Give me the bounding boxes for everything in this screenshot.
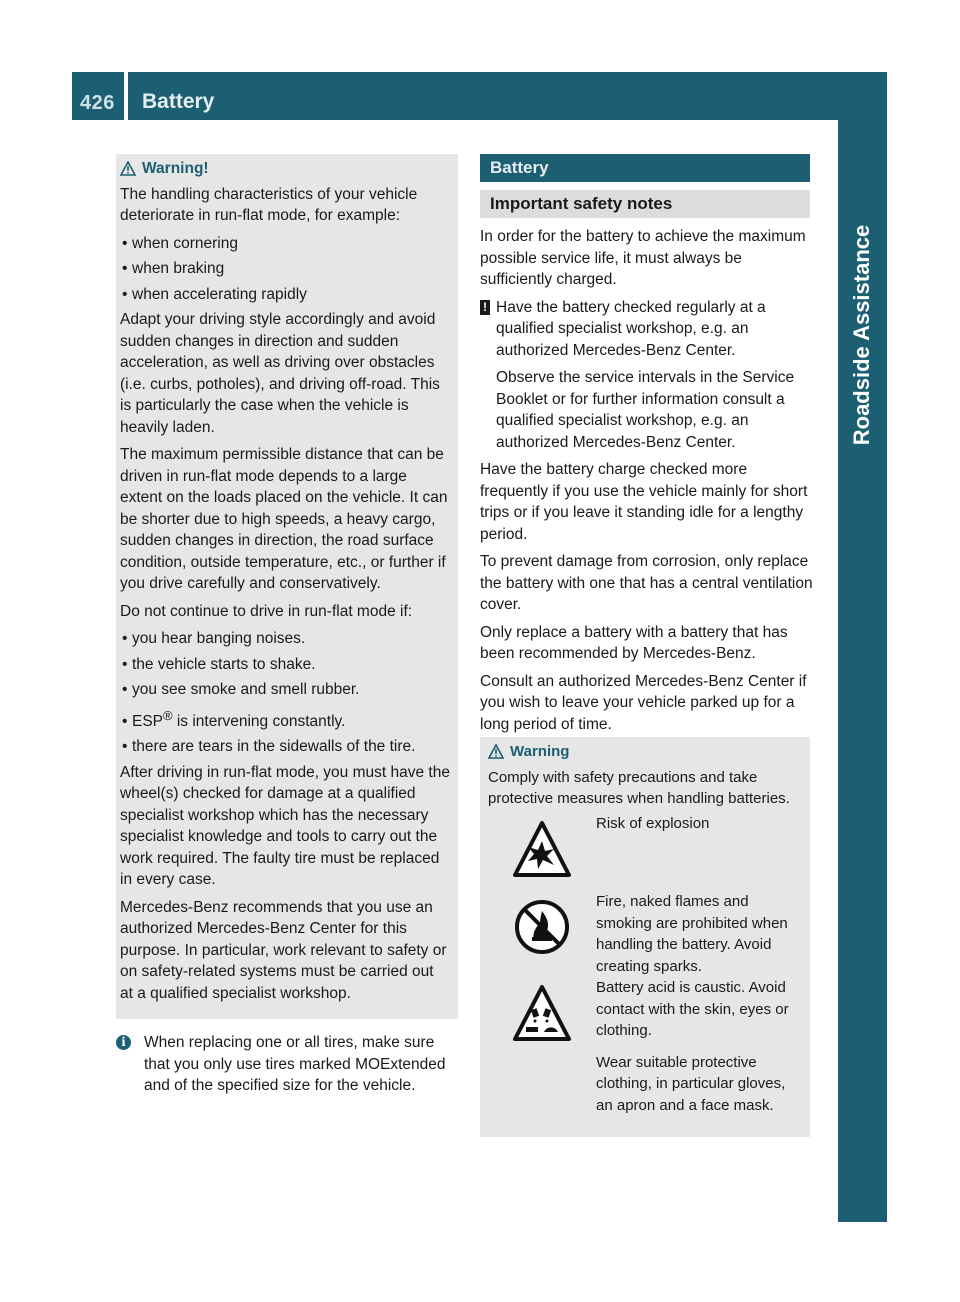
hazard-explosion-text: Risk of explosion: [596, 815, 710, 832]
hazard-fire-text: Fire, naked flames and smoking are prohibited when handling the battery. Avoid creating sparks.: [596, 893, 788, 975]
warning-intro: The handling characteristics of your vehicle deteriorate in run-flat mode, for example:: [120, 185, 418, 224]
header-divider: [124, 72, 128, 120]
warning-intro: Comply with safety precautions and take protective measures when handling batteries.: [488, 768, 790, 807]
esp-label: ESP: [132, 712, 164, 730]
paragraph: To prevent damage from corrosion, only replace the battery with one that has a central ventilation cover.: [480, 553, 813, 613]
warning-triangle-icon: [120, 161, 136, 176]
paragraph: Mercedes-Benz recommends that you use an authorized Mercedes-Benz Center for this purpose. In particular, work relevant to safety or on safety-related systems must be carried out at a qualified specialist workshop.: [120, 898, 447, 1002]
chapter-label: Roadside Assistance: [849, 224, 874, 446]
warning-heading-text: Warning!: [142, 160, 209, 177]
paragraph: Adapt your driving style accordingly and avoid sudden changes in direction and sudden acceleration, as well as driving over obstacles (i.e. curbs, potholes), and driving off-road. This is particularly the case when the vehicle is heavily laden.: [120, 311, 440, 436]
explosion-hazard-icon: [512, 819, 572, 879]
warning-heading-text: Warning: [510, 743, 570, 760]
paragraph: After driving in run-flat mode, you must have the wheel(s) checked for damage at a qualified specialist workshop which has the necessary specialist knowledge and tools to carry out the work required. The faulty tire must be replaced in every case.: [120, 763, 450, 889]
subsection-title: Important safety notes: [480, 190, 810, 218]
hazard-text: [596, 977, 806, 1126]
caution-note: [480, 297, 814, 454]
list-item-esp: [120, 705, 450, 733]
run-flat-warning-box: [116, 154, 458, 1019]
list-item: • when cornering: [120, 233, 450, 255]
hazard-row-acid: [488, 977, 804, 1137]
paragraph: Consult an authorized Mercedes-Benz Center if you wish to leave your vehicle parked up for a long period of time.: [480, 672, 807, 733]
paragraph: The maximum permissible distance that can be driven in run-flat mode depends to a large extent on the loads placed on the vehicle. It can be shorter due to high speeds, a heavy cargo, sudden changes in direction, the road surface condition, outside temperature, etc., or further if you drive carefully and conservatively.: [120, 446, 448, 592]
side-chapter-tab: [838, 120, 887, 1222]
caution-note-text: Observe the service intervals in the Service Booklet or for further information consult a qualified specialist workshop, e.g. an authorized Mercedes-Benz Center.: [496, 369, 795, 451]
caution-note-text: Have the battery checked regularly at a qualified specialist workshop, e.g. an authorized Mercedes-Benz Center.: [496, 298, 766, 359]
battery-warning-box: [480, 737, 810, 1137]
list-item: • there are tears in the sidewalls of the tire.: [120, 736, 450, 758]
info-note-text: When replacing one or all tires, make sure that you only use tires marked MOExtended and of the specified size for the vehicle.: [144, 1034, 446, 1094]
warning-heading: [120, 158, 450, 180]
paragraph: Do not continue to drive in run-flat mode if:: [120, 602, 413, 620]
corrosive-hazard-icon: [512, 983, 572, 1043]
list-item: • when braking: [120, 258, 450, 280]
list-item: • you see smoke and smell rubber.: [120, 679, 450, 701]
warning-triangle-icon: [488, 744, 504, 759]
hazard-row-explosion: [488, 813, 804, 883]
registered-mark: ®: [163, 707, 173, 723]
list-item: • when accelerating rapidly: [120, 284, 450, 306]
info-icon: i: [116, 1035, 131, 1050]
paragraph: Have the battery charge checked more frequently if you use the vehicle mainly for short trips or if you leave it standing idle for a lengthy period.: [480, 461, 808, 543]
page-title: Battery: [142, 90, 215, 113]
hazard-protection-text: Wear suitable protective clothing, in particular gloves, an apron and a face mask.: [596, 1053, 786, 1114]
list-item: • the vehicle starts to shake.: [120, 654, 450, 676]
esp-suffix: is intervening constantly.: [172, 712, 346, 730]
hazard-row-fire: [488, 891, 804, 975]
paragraph: Only replace a battery with a battery that has been recommended by Mercedes-Benz.: [480, 623, 788, 662]
page-number: 426: [80, 92, 115, 114]
hazard-text: [596, 813, 806, 845]
info-note: [116, 1032, 462, 1097]
hazard-acid-text: Battery acid is caustic. Avoid contact with the skin, eyes or clothing.: [596, 979, 789, 1039]
battery-safety-text: [480, 226, 814, 741]
list-item: • you hear banging noises.: [120, 628, 450, 650]
warning-heading: [488, 741, 804, 763]
hazard-text: [596, 891, 806, 987]
no-fire-icon: [512, 897, 572, 957]
section-title: Battery: [480, 154, 810, 182]
paragraph: In order for the battery to achieve the maximum possible service life, it must always be sufficiently charged.: [480, 228, 806, 288]
exclamation-icon: !: [480, 300, 490, 315]
